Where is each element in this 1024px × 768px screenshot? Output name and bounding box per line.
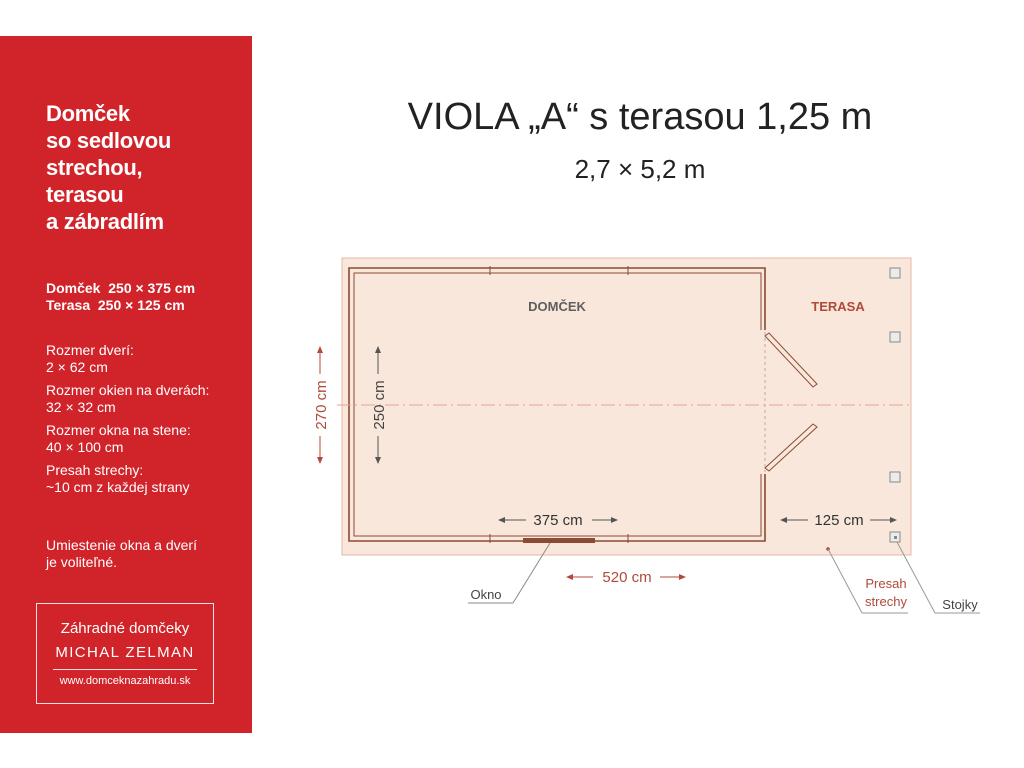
posts-label: Stojky	[942, 597, 978, 612]
page-title: VIOLA „A“ s terasou 1,25 m	[407, 96, 873, 138]
terrace-dimension-text: Terasa 250 × 125 cm	[46, 297, 185, 313]
brand-owner: MICHAL ZELMAN	[55, 644, 195, 661]
spec-value: 40 × 100 cm	[46, 439, 124, 455]
spec-value: 32 × 32 cm	[46, 399, 116, 415]
house-label: DOMČEK	[528, 299, 586, 314]
note-line: Umiestenie okna a dverí	[46, 537, 197, 553]
spec-value: ~10 cm z každej strany	[46, 479, 190, 495]
overhang-label-line2: strechy	[865, 594, 907, 609]
house-width-label: 375 cm	[533, 512, 583, 529]
terrace-label: TERASA	[811, 299, 865, 314]
overhang-label-line1: Presah	[865, 576, 907, 591]
window-marker	[523, 538, 595, 543]
post-icon	[890, 332, 900, 342]
sidebar-title-line: a zábradlím	[46, 209, 164, 234]
page-subtitle: 2,7 × 5,2 m	[574, 154, 706, 184]
spec-label: Rozmer okien na dverách:	[46, 382, 210, 398]
sidebar-title-line: terasou	[46, 182, 124, 207]
brand-url[interactable]: www.domceknazahradu.sk	[59, 675, 191, 687]
terrace-width-label: 125 cm	[814, 512, 864, 529]
sidebar-title-line: strechou,	[46, 155, 143, 180]
window-label: Okno	[470, 587, 502, 602]
post-icon	[890, 472, 900, 482]
total-width-label: 520 cm	[602, 569, 652, 586]
inner-height-label: 250 cm	[371, 380, 388, 430]
spec-label: Rozmer dverí:	[46, 342, 134, 358]
brand-name: Záhradné domčeky	[60, 620, 190, 637]
sidebar-title-line: so sedlovou	[46, 128, 172, 153]
note-line: je voliteľné.	[46, 554, 118, 570]
post-icon	[890, 268, 900, 278]
spec-value: 2 × 62 cm	[46, 359, 108, 375]
sidebar-title-line: Domček	[46, 101, 130, 126]
outer-height-label: 270 cm	[313, 380, 330, 430]
spec-label: Presah strechy:	[46, 462, 144, 478]
house-dimension-text: Domček 250 × 375 cm	[46, 280, 196, 296]
spec-label: Rozmer okna na stene:	[46, 422, 191, 438]
